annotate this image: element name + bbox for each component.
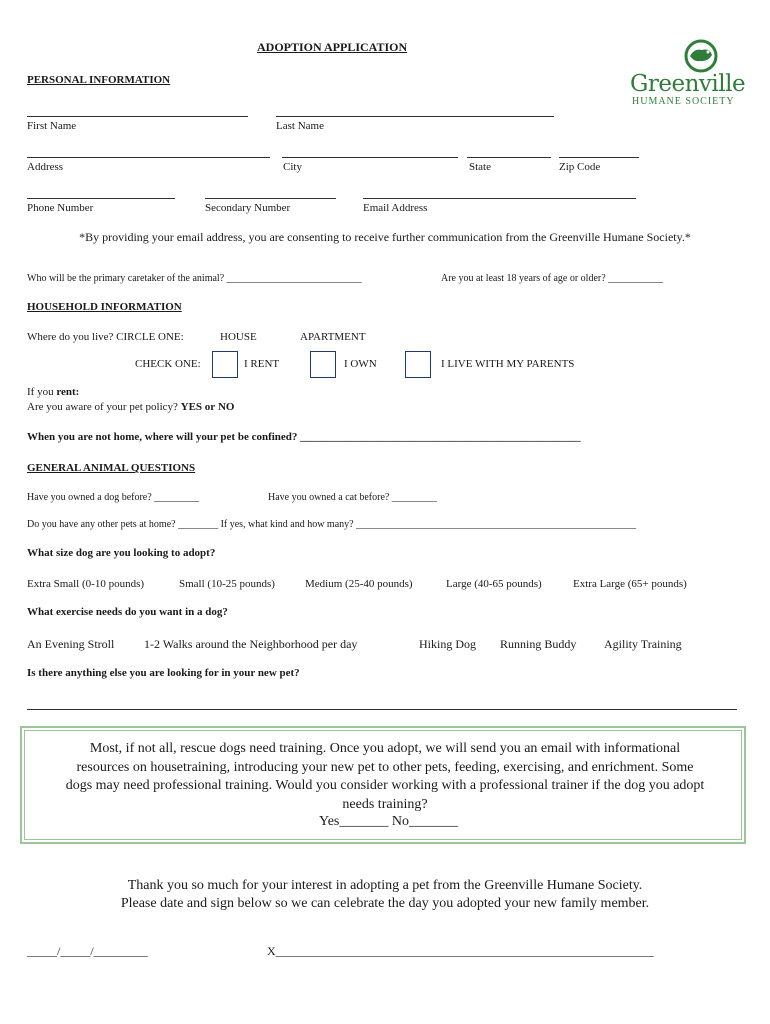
exercise-question: What exercise needs do you want in a dog? — [27, 606, 228, 618]
own-label: I OWN — [344, 358, 377, 370]
size-option-xl[interactable]: Extra Large (65+ pounds) — [573, 578, 687, 590]
confined-question[interactable]: When you are not home, where will your pet be confined? ___________________________________________________ — [27, 431, 581, 443]
logo-subtitle: HUMANE SOCIETY — [632, 96, 735, 107]
phone-field[interactable] — [27, 198, 175, 199]
exercise-option-stroll[interactable]: An Evening Stroll — [27, 637, 115, 651]
secondary-phone-field[interactable] — [205, 198, 336, 199]
parents-checkbox[interactable] — [405, 351, 431, 378]
phone-label: Phone Number — [27, 202, 94, 214]
else-answer-field[interactable] — [27, 709, 737, 710]
secondary-phone-label: Secondary Number — [205, 202, 291, 214]
house-option[interactable]: HOUSE — [220, 331, 257, 343]
rent-word: rent: — [56, 386, 80, 398]
email-field[interactable] — [363, 198, 636, 199]
rent-checkbox[interactable] — [212, 351, 238, 378]
exercise-option-agility[interactable]: Agility Training — [604, 637, 682, 651]
logo — [628, 38, 746, 110]
state-field[interactable] — [467, 157, 551, 158]
date-field[interactable]: _____/_____/_________ — [27, 944, 148, 958]
household-heading: HOUSEHOLD INFORMATION — [27, 301, 182, 313]
last-name-field[interactable] — [276, 116, 554, 117]
check-one-label: CHECK ONE: — [135, 358, 201, 370]
zip-field[interactable] — [559, 157, 639, 158]
closing-line-1: Thank you so much for your interest in adopting a pet from the Greenville Humane Society. — [127, 878, 643, 893]
training-text: Most, if not all, rescue dogs need training. Once you adopt, we will send you an email with informational resources on housetraining, introducing your new pet to other pets, feeding, exercising, and enrichment. Some dogs may need professional training. Would you consider working with a professional trainer if the dog you adopt needs training? — [65, 741, 705, 812]
general-heading: GENERAL ANIMAL QUESTIONS — [27, 462, 196, 474]
city-label: City — [283, 161, 302, 173]
city-field[interactable] — [282, 157, 458, 158]
policy-text: Are you aware of your pet policy? — [27, 401, 178, 413]
dog-before-question[interactable]: Have you owned a dog before? _________ — [27, 492, 200, 503]
size-option-s[interactable]: Small (10-25 pounds) — [179, 578, 275, 590]
if-rent-label — [27, 386, 79, 398]
email-label: Email Address — [363, 202, 428, 214]
policy-or: or — [204, 401, 216, 413]
size-question: What size dog are you looking to adopt? — [27, 547, 216, 559]
size-option-m[interactable]: Medium (25-40 pounds) — [305, 578, 413, 590]
apartment-option[interactable]: APARTMENT — [300, 331, 366, 343]
state-label: State — [469, 161, 491, 173]
rent-label: I RENT — [244, 358, 280, 370]
pet-policy-question — [27, 401, 234, 413]
parents-label: I LIVE WITH MY PARENTS — [441, 358, 575, 370]
training-yes-no[interactable]: Yes_______ No_______ — [319, 814, 458, 829]
size-option-l[interactable]: Large (40-65 pounds) — [446, 578, 542, 590]
other-pets-question[interactable]: Do you have any other pets at home? ________ If yes, what kind and how many? ________________________________________________________ — [27, 519, 637, 530]
exercise-option-walks[interactable]: 1-2 Walks around the Neighborhood per day — [144, 637, 358, 651]
closing-line-2: Please date and sign below so we can celebrate the day you adopted your new family member. — [120, 896, 650, 911]
first-name-label: First Name — [27, 120, 77, 132]
exercise-option-running[interactable]: Running Buddy — [500, 637, 577, 651]
personal-heading: PERSONAL INFORMATION — [27, 74, 171, 86]
page-title: ADOPTION APPLICATION — [257, 40, 408, 54]
address-field[interactable] — [27, 157, 270, 158]
policy-no[interactable]: NO — [217, 401, 235, 413]
cat-before-question[interactable]: Have you owned a cat before? _________ — [268, 492, 437, 503]
if-you-text: If you — [27, 386, 54, 398]
exercise-option-hiking[interactable]: Hiking Dog — [419, 637, 476, 651]
caretaker-question[interactable]: Who will be the primary caretaker of the animal? ___________________________ — [27, 273, 362, 284]
zip-label: Zip Code — [559, 161, 601, 173]
first-name-field[interactable] — [27, 116, 248, 117]
live-question: Where do you live? CIRCLE ONE: — [27, 331, 184, 343]
signature-field[interactable]: X_______________________________________________________________ — [267, 944, 654, 958]
policy-yes[interactable]: YES — [180, 401, 203, 413]
age-question[interactable]: Are you at least 18 years of age or older? ___________ — [441, 273, 664, 284]
address-label: Address — [27, 161, 64, 173]
logo-name: Greenville — [630, 71, 746, 97]
size-option-xs[interactable]: Extra Small (0-10 pounds) — [27, 578, 145, 590]
own-checkbox[interactable] — [310, 351, 336, 378]
last-name-label: Last Name — [276, 120, 324, 132]
email-consent-note: *By providing your email address, you are consenting to receive further communication from the Greenville Humane Society.* — [79, 230, 691, 244]
else-question: Is there anything else you are looking for in your new pet? — [27, 667, 300, 679]
